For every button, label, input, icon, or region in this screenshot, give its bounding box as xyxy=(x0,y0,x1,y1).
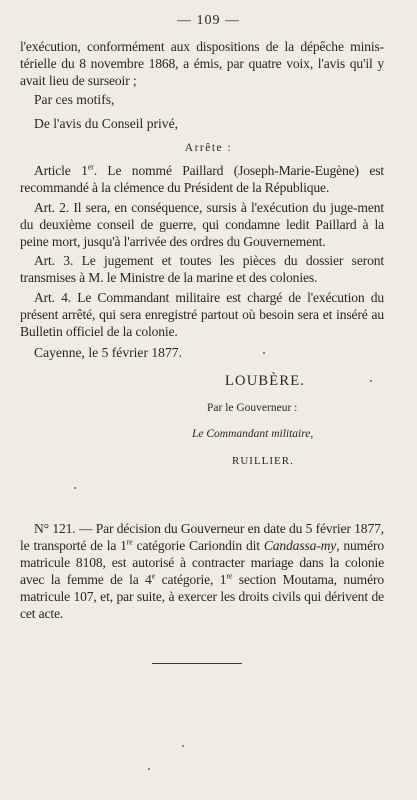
par-ces-motifs: Par ces motifs, xyxy=(34,92,115,107)
decision-text-c: , numéro matricule 8108, est autorisé à contracter mariage dans la colonie avec la femme de la 4 xyxy=(20,538,384,587)
paper-speck xyxy=(182,745,184,747)
article-2: Art. 2. Il sera, en conséquence, sursis à l'exécution du juge-ment du deuxième conseil de guerre, qui condamne ledit Paillard à la peine mort, jusqu'à l'arrivée des ordres du Gouvernement. xyxy=(20,200,384,249)
decision-number: N° 121. xyxy=(34,521,76,536)
paper-speck xyxy=(74,487,76,489)
decision-text-b: catégorie Cariondin dit xyxy=(132,538,264,553)
article-1-sup: er xyxy=(87,162,94,172)
decision-alias: Candassa-my xyxy=(263,538,337,553)
place-date: Cayenne, le 5 février 1877. xyxy=(34,345,182,360)
arrete-heading: Arrête : xyxy=(184,142,233,154)
decision-text-a: — Par décision du Gouverneur en date du 5 février 1877, le transporté de la 1 xyxy=(20,521,384,553)
article-1-label: Article 1 xyxy=(34,163,88,178)
paper-speck xyxy=(263,352,265,354)
signatory: LOUBÈRE. xyxy=(225,373,306,389)
article-1-text: . Le nommé Paillard (Joseph-Marie-Eugène) est recommandé à la clémence du Président de la République. xyxy=(20,163,384,195)
paper-speck xyxy=(370,380,372,382)
opening-paragraph: l'exécution, conformément aux dispositions de la dépêche minis-térielle du 8 novembre 1868, a émis, par quatre voix, l'avis qu'il y avait lieu de surseoir ; xyxy=(20,39,384,88)
article-3: Art. 3. Le jugement et toutes les pièces du dossier seront transmises à M. le Ministre de la marine et des colonies. xyxy=(20,253,384,285)
decision-paragraph xyxy=(20,520,384,622)
article-4: Art. 4. Le Commandant militaire est chargé de l'exécution du présent arrêté, qui sera enregistré partout où besoin sera et inséré au Bulletin officiel de la colonie. xyxy=(20,290,384,339)
decision-sup-3: re xyxy=(226,571,233,581)
decision-sup-1: re xyxy=(126,537,133,547)
avis-conseil: De l'avis du Conseil privé, xyxy=(34,116,179,131)
article-1 xyxy=(20,162,384,196)
commandant-militaire: Le Commandant militaire, xyxy=(192,428,314,440)
section-rule xyxy=(152,663,242,664)
decision-text-e: section Moutama, numéro matricule 107, et, par suite, à exercer les droits civils qui dérivent de cet acte. xyxy=(20,572,385,621)
decision-sup-2: e xyxy=(151,571,156,581)
countersign: RUILLIER. xyxy=(232,455,294,467)
decision-text-d: catégorie, 1 xyxy=(155,572,227,587)
page-number: — 109 — xyxy=(177,13,240,28)
paper-speck xyxy=(148,768,150,770)
par-le-gouverneur: Par le Gouverneur : xyxy=(207,402,298,414)
